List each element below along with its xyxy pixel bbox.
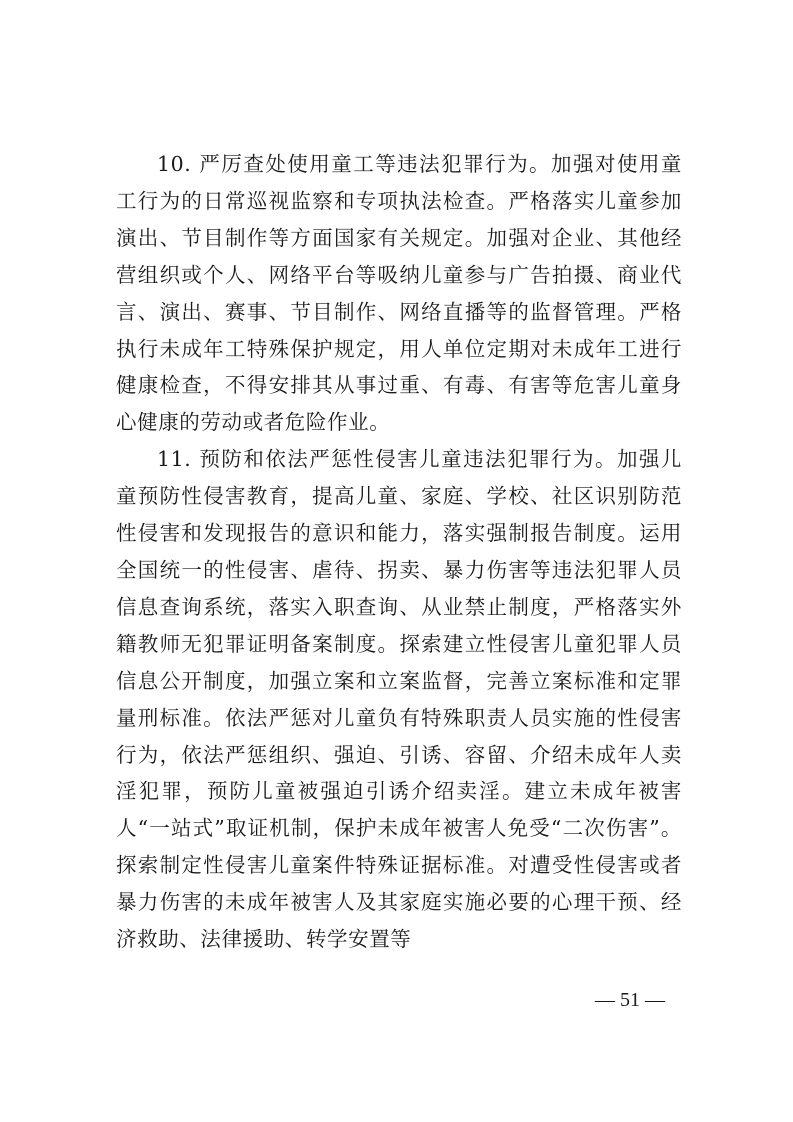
paragraph-10: 10. 严厉查处使用童工等违法犯罪行为。加强对使用童工行为的日常巡视监察和专项执法检查。严格落实儿童参加演出、节目制作等方面国家有关规定。加强对企业、其他经营组织或个人、网络平台等吸纳儿童参与广告拍摄、商业代言、演出、赛事、节目制作、网络直播等的监督管理。严格执行未成年工特殊保护规定，用人单位定期对未成年工进行健康检查，不得安排其从事过重、有毒、有害等危害儿童身心健康的劳动或者危险作业。 bbox=[116, 152, 682, 435]
page-number: — 51 — bbox=[595, 989, 665, 1011]
body-text bbox=[116, 146, 682, 958]
paragraph-11: 11. 预防和依法严惩性侵害儿童违法犯罪行为。加强儿童预防性侵害教育，提高儿童、家庭、学校、社区识别防范性侵害和发现报告的意识和能力，落实强制报告制度。运用全国统一的性侵害、虐待、拐卖、暴力伤害等违法犯罪人员信息查询系统，落实入职查询、从业禁止制度，严格落实外籍教师无犯罪证明备案制度。探索建立性侵害儿童犯罪人员信息公开制度，加强立案和立案监督，完善立案标准和定罪量刑标准。依法严惩对儿童负有特殊职责人员实施的性侵害行为，依法严惩组织、强迫、引诱、容留、介绍未成年人卖淫犯罪，预防儿童被强迫引诱介绍卖淫。建立未成年被害人“一站式”取证机制，保护未成年被害人免受“二次伤害”。探索制定性侵害儿童案件特殊证据标准。对遭受性侵害或者暴力伤害的未成年被害人及其家庭实施必要的心理干预、经济救助、法律援助、转学安置等 bbox=[116, 447, 682, 952]
